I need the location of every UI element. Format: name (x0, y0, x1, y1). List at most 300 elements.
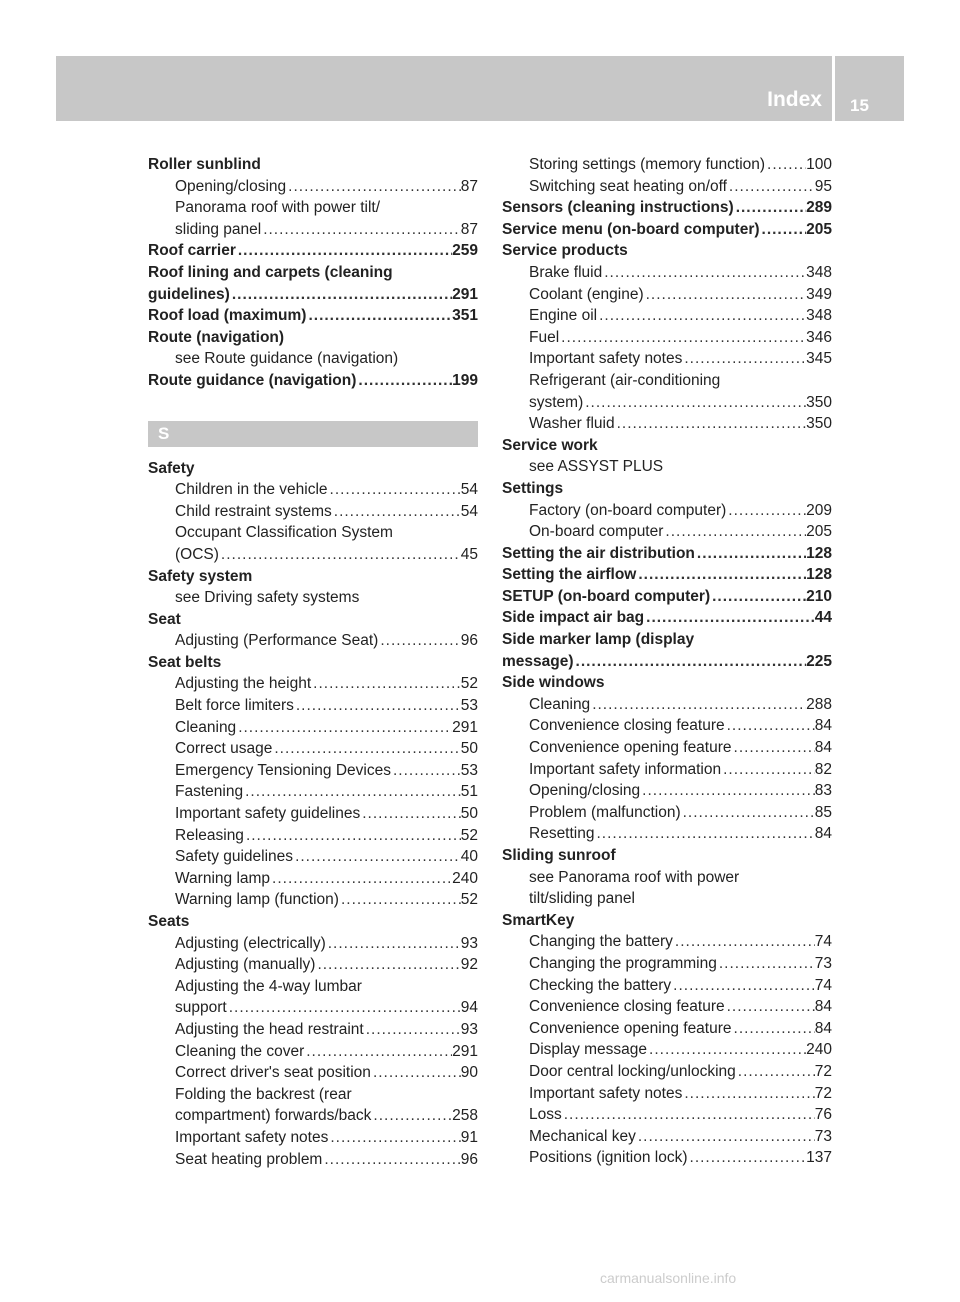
entry-text: Seat heating problem (175, 1150, 323, 1168)
index-subentry (502, 327, 832, 349)
page-reference[interactable]: 52 (460, 826, 478, 844)
entry-text: Roof carrier (148, 242, 236, 260)
page-reference[interactable]: 348 (806, 307, 832, 325)
entry-text: Setting the airflow (502, 566, 637, 584)
page-reference[interactable]: 291 (452, 718, 478, 736)
index-subentry (148, 587, 478, 609)
page-reference[interactable]: 351 (452, 307, 478, 325)
index-entry (148, 240, 478, 262)
index-subentry (502, 262, 832, 284)
entry-text: Seat (148, 610, 181, 628)
dot-leader (682, 348, 806, 370)
page-number: 15 (850, 96, 869, 115)
page-reference[interactable]: 350 (806, 393, 832, 411)
index-subentry (148, 717, 478, 739)
entry-text: see ASSYST PLUS (529, 458, 664, 476)
entry-text: Adjusting the 4-way lumbar (175, 977, 362, 995)
entry-text: Important safety notes (529, 1084, 683, 1102)
page-reference[interactable]: 93 (460, 1020, 478, 1038)
index-entry (148, 154, 478, 176)
entry-text: Refrigerant (air-conditioning (529, 371, 721, 389)
index-subentry (502, 759, 832, 781)
dot-leader (594, 823, 814, 845)
index-subentry (502, 953, 832, 975)
dot-leader (727, 176, 815, 198)
index-subentry (502, 284, 832, 306)
page-reference[interactable]: 199 (452, 371, 478, 389)
page-reference[interactable]: 205 (806, 220, 832, 238)
entry-text: Correct usage (175, 740, 273, 758)
entry-text: Convenience closing feature (529, 717, 725, 735)
page-reference[interactable]: 259 (452, 242, 478, 260)
index-entry (148, 305, 478, 327)
index-subentry (148, 976, 478, 998)
dot-leader (339, 889, 461, 911)
entry-text: Convenience opening feature (529, 739, 732, 757)
page-reference[interactable]: 87 (460, 220, 478, 238)
index-subentry (148, 1041, 478, 1063)
dot-leader (236, 240, 452, 262)
dot-leader (332, 501, 461, 523)
index-subentry (502, 802, 832, 824)
page-reference[interactable]: 93 (460, 934, 478, 952)
dot-leader (640, 780, 815, 802)
index-subentry (148, 501, 478, 523)
entry-text: Problem (malfunction) (529, 803, 681, 821)
entry-text: Adjusting (Performance Seat) (175, 632, 379, 650)
entry-text: Child restraint systems (175, 502, 332, 520)
page-reference[interactable]: 350 (806, 415, 832, 433)
page-reference[interactable]: 74 (814, 933, 832, 951)
page-reference[interactable]: 50 (460, 740, 478, 758)
page-reference[interactable]: 210 (806, 587, 832, 605)
dot-leader (615, 413, 807, 435)
entry-text: Convenience opening feature (529, 1019, 732, 1037)
index-subentry (148, 1062, 478, 1084)
entry-text: Service work (502, 436, 598, 454)
entry-text: Settings (502, 479, 564, 497)
dot-leader (644, 284, 807, 306)
dot-leader (583, 392, 806, 414)
page-reference[interactable]: 137 (806, 1149, 832, 1167)
dot-leader (760, 219, 807, 241)
entry-text: see Driving safety systems (175, 589, 360, 607)
index-subentry (502, 737, 832, 759)
index-entry (148, 262, 478, 284)
page-reference[interactable]: 128 (806, 566, 832, 584)
index-subentry (148, 781, 478, 803)
index-subentry (148, 219, 478, 241)
index-subentry (148, 825, 478, 847)
entry-text: Opening/closing (529, 782, 641, 800)
index-entry (502, 845, 832, 867)
entry-text: Display message (529, 1041, 648, 1059)
index-subentry (148, 176, 478, 198)
entry-text: Resetting (529, 825, 595, 843)
section-title: Index (767, 88, 822, 111)
entry-text: Fuel (529, 328, 560, 346)
entry-text: Factory (on-board computer) (529, 501, 727, 519)
dot-leader (261, 219, 461, 241)
dot-leader (230, 284, 452, 306)
entry-text: system) (529, 393, 584, 411)
dot-leader (270, 868, 452, 890)
page-reference[interactable]: 348 (806, 263, 832, 281)
index-subentry (148, 1084, 478, 1106)
entry-text: Important safety information (529, 760, 722, 778)
dot-leader (559, 327, 806, 349)
index-entry (502, 478, 832, 500)
entry-text: Service products (502, 242, 628, 260)
dot-leader (378, 630, 460, 652)
entry-text: Setting the air distribution (502, 544, 695, 562)
index-entry (148, 327, 478, 349)
index-subentry (148, 544, 478, 566)
index-entry (502, 543, 832, 565)
index-subentry (502, 1147, 832, 1169)
page-reference[interactable]: 91 (460, 1128, 478, 1146)
page-reference[interactable]: 51 (460, 783, 478, 801)
index-entry (502, 672, 832, 694)
index-subentry (148, 1019, 478, 1041)
entry-text: Safety system (148, 567, 253, 585)
entry-text: compartment) forwards/back (175, 1107, 372, 1125)
index-subentry (502, 154, 832, 176)
dot-leader (688, 1147, 807, 1169)
entry-text: Important safety guidelines (175, 805, 361, 823)
page-reference[interactable]: 73 (814, 1127, 832, 1145)
entry-text: Washer fluid (529, 415, 615, 433)
page-reference[interactable]: 87 (460, 177, 478, 195)
entry-text: Positions (ignition lock) (529, 1149, 688, 1167)
entry-text: Mechanical key (529, 1127, 636, 1145)
index-subentry (502, 1083, 832, 1105)
dot-leader (243, 781, 461, 803)
page-reference[interactable]: 44 (814, 609, 832, 627)
page-reference[interactable]: 291 (452, 285, 478, 303)
index-subentry (148, 803, 478, 825)
dot-leader (636, 564, 806, 586)
entry-text: see Panorama roof with power (529, 868, 740, 886)
page-reference[interactable]: 52 (460, 675, 478, 693)
index-subentry (502, 370, 832, 392)
entry-text: Adjusting the head restraint (175, 1020, 364, 1038)
page-reference[interactable]: 76 (814, 1106, 832, 1124)
dot-leader (364, 1019, 461, 1041)
entry-text: Changing the battery (529, 933, 673, 951)
index-entry (502, 564, 832, 586)
index-subentry (502, 780, 832, 802)
index-subentry (502, 867, 832, 889)
index-subentry (148, 1105, 478, 1127)
index-subentry (148, 522, 478, 544)
entry-text: see Route guidance (navigation) (175, 350, 399, 368)
page-reference[interactable]: 95 (814, 177, 832, 195)
index-subentry (502, 456, 832, 478)
entry-text: message) (502, 652, 574, 670)
page-reference[interactable]: 94 (460, 999, 478, 1017)
page-reference[interactable]: 346 (806, 328, 832, 346)
page-reference[interactable]: 205 (806, 523, 832, 541)
index-subentry (502, 1018, 832, 1040)
entry-text: Convenience closing feature (529, 998, 725, 1016)
entry-text: Roof lining and carpets (cleaning (148, 263, 393, 281)
dot-leader (272, 738, 460, 760)
index-subentry (502, 888, 832, 910)
entry-text: Route (navigation) (148, 328, 285, 346)
index-entry (502, 197, 832, 219)
page-reference[interactable]: 84 (814, 1019, 832, 1037)
entry-text: Correct driver's seat position (175, 1064, 371, 1082)
dot-leader (574, 651, 807, 673)
index-entry (502, 240, 832, 262)
entry-text: Children in the vehicle (175, 481, 328, 499)
index-entry (502, 629, 832, 651)
entry-text: On-board computer (529, 523, 664, 541)
index-entry (148, 370, 478, 392)
entry-text: Seat belts (148, 653, 222, 671)
index-column-right (502, 154, 832, 1169)
entry-text: Coolant (engine) (529, 285, 644, 303)
entry-text: Loss (529, 1106, 562, 1124)
dot-leader (371, 1062, 461, 1084)
entry-text: Sensors (cleaning instructions) (502, 199, 734, 217)
entry-text: Side windows (502, 674, 605, 692)
dot-leader (681, 802, 815, 824)
entry-text: Engine oil (529, 307, 598, 325)
page-reference[interactable]: 72 (814, 1062, 832, 1080)
page-reference[interactable]: 90 (460, 1064, 478, 1082)
index-subentry (148, 630, 478, 652)
dot-leader (315, 954, 460, 976)
index-subentry (502, 694, 832, 716)
index-subentry (502, 975, 832, 997)
entry-text: sliding panel (175, 220, 262, 238)
index-subentry (148, 846, 478, 868)
entry-text: Checking the battery (529, 976, 672, 994)
index-subentry (148, 954, 478, 976)
entry-text: Roof load (maximum) (148, 307, 307, 325)
dot-leader (391, 760, 461, 782)
entry-text: Important safety notes (175, 1128, 329, 1146)
entry-text: Occupant Classification System (175, 524, 393, 542)
page-reference[interactable]: 240 (806, 1041, 832, 1059)
dot-leader (725, 996, 815, 1018)
entry-text: Sliding sunroof (502, 847, 616, 864)
index-subentry (502, 1061, 832, 1083)
entry-text: Seats (148, 913, 190, 930)
page-reference[interactable]: 53 (460, 761, 478, 779)
page-reference[interactable]: 40 (460, 848, 478, 866)
dot-leader (732, 737, 815, 759)
page-reference[interactable]: 209 (806, 501, 832, 519)
page-reference[interactable]: 84 (814, 998, 832, 1016)
page-reference[interactable]: 225 (806, 652, 832, 670)
entry-text: Important safety notes (529, 350, 683, 368)
index-entry (148, 652, 478, 674)
dot-leader (322, 1149, 460, 1171)
index-entry (148, 911, 478, 933)
dot-leader (644, 607, 815, 629)
entry-text: SETUP (on-board computer) (502, 587, 711, 605)
page-reference[interactable]: 82 (814, 760, 832, 778)
entry-text: Safety guidelines (175, 848, 294, 866)
entry-text: Cleaning (175, 718, 237, 736)
index-subentry (148, 997, 478, 1019)
dot-leader (236, 717, 452, 739)
dot-leader (682, 1083, 814, 1105)
page-reference[interactable]: 92 (460, 956, 478, 974)
dot-leader (219, 544, 461, 566)
entry-text: Switching seat heating on/off (529, 177, 727, 195)
page-reference[interactable]: 289 (806, 199, 832, 217)
page-reference[interactable]: 53 (460, 697, 478, 715)
dot-leader (721, 759, 815, 781)
index-subentry (502, 392, 832, 414)
dot-leader (710, 586, 806, 608)
index-entry (502, 607, 832, 629)
entry-text: Storing settings (memory function) (529, 156, 766, 173)
entry-text: tilt/sliding panel (529, 890, 635, 908)
index-subentry (148, 479, 478, 501)
dot-leader (304, 1041, 452, 1063)
entry-text: Door central locking/unlocking (529, 1062, 736, 1080)
index-subentry (148, 348, 478, 370)
dot-leader (311, 673, 461, 695)
dot-leader (717, 953, 815, 975)
index-column-left (148, 154, 478, 1170)
dot-leader (636, 1126, 815, 1148)
index-subentry (502, 305, 832, 327)
entry-text: Side impact air bag (502, 609, 645, 627)
index-subentry (502, 996, 832, 1018)
entry-text: (OCS) (175, 545, 219, 563)
dot-leader (590, 694, 806, 716)
dot-leader (360, 803, 461, 825)
dot-leader (597, 305, 806, 327)
dot-leader (227, 997, 461, 1019)
entry-text: Adjusting (manually) (175, 956, 316, 974)
entry-text: Fastening (175, 783, 244, 801)
dot-leader (294, 695, 461, 717)
index-subentry (502, 1126, 832, 1148)
entry-text: Panorama roof with power tilt/ (175, 199, 381, 217)
index-entry (148, 609, 478, 631)
page-reference[interactable]: 84 (814, 717, 832, 735)
index-subentry (148, 197, 478, 219)
page-reference[interactable]: 73 (814, 954, 832, 972)
dot-leader (293, 846, 461, 868)
dot-leader (244, 825, 461, 847)
entry-text: Emergency Tensioning Devices (175, 761, 391, 779)
index-subentry (148, 889, 478, 911)
dot-leader (602, 262, 806, 284)
header-divider (832, 56, 835, 121)
entry-text: Opening/closing (175, 177, 287, 195)
page-reference[interactable]: 84 (814, 825, 832, 843)
index-entry (502, 435, 832, 457)
index-subentry (502, 413, 832, 435)
index-subentry (502, 931, 832, 953)
dot-leader (306, 305, 452, 327)
index-subentry (502, 823, 832, 845)
page-reference[interactable]: 85 (814, 803, 832, 821)
index-subentry (502, 348, 832, 370)
dot-leader (328, 1127, 460, 1149)
index-subentry (148, 760, 478, 782)
entry-text: Side marker lamp (display (502, 631, 695, 649)
dot-leader (732, 1018, 815, 1040)
dot-leader (725, 715, 815, 737)
dot-leader (673, 931, 815, 953)
page-reference[interactable]: 50 (460, 805, 478, 823)
index-subentry (148, 673, 478, 695)
index-subentry (502, 176, 832, 198)
page-reference[interactable]: 345 (806, 350, 832, 368)
page-reference[interactable]: 349 (806, 285, 832, 303)
page-reference[interactable]: 83 (814, 782, 832, 800)
page-reference[interactable]: 74 (814, 976, 832, 994)
dot-leader (562, 1104, 815, 1126)
index-subentry (148, 695, 478, 717)
dot-leader (328, 479, 461, 501)
page-reference[interactable]: 54 (460, 502, 478, 520)
index-subentry (148, 868, 478, 890)
entry-text: Roller sunblind (148, 156, 261, 173)
page-reference[interactable]: 96 (460, 632, 478, 650)
dot-leader (765, 154, 806, 176)
index-subentry (502, 521, 832, 543)
index-subentry (502, 1039, 832, 1061)
page-reference[interactable]: 45 (460, 545, 478, 563)
index-entry (502, 219, 832, 241)
entry-text: Brake fluid (529, 263, 603, 281)
dot-leader (734, 197, 806, 219)
entry-text: Cleaning (529, 695, 591, 713)
entry-text: Adjusting (electrically) (175, 934, 326, 952)
page-reference[interactable]: 128 (806, 544, 832, 562)
entry-text: Service menu (on-board computer) (502, 220, 760, 238)
entry-text: Releasing (175, 826, 244, 844)
page-reference[interactable]: 54 (460, 481, 478, 499)
watermark: carmanualsonline.info (600, 1270, 737, 1286)
page-reference[interactable]: 288 (806, 695, 832, 713)
entry-text: Adjusting the height (175, 675, 312, 693)
entry-text: Safety (148, 459, 195, 477)
page-reference[interactable]: 96 (460, 1150, 478, 1168)
index-entry (148, 458, 478, 480)
entry-text: Changing the programming (529, 954, 717, 972)
dot-leader (286, 176, 461, 198)
index-entry (148, 566, 478, 588)
page-reference[interactable]: 258 (452, 1107, 478, 1125)
page-reference[interactable]: 52 (460, 891, 478, 909)
index-subentry (148, 933, 478, 955)
index-subentry (502, 500, 832, 522)
index-subentry (502, 1104, 832, 1126)
index-subentry (148, 1149, 478, 1171)
entry-text: Cleaning the cover (175, 1042, 305, 1060)
page-reference[interactable]: 240 (452, 869, 478, 887)
page-reference[interactable]: 72 (814, 1084, 832, 1102)
index-entry (502, 586, 832, 608)
dot-leader (371, 1105, 452, 1127)
page-reference[interactable]: 84 (814, 739, 832, 757)
page-reference[interactable]: 100 (806, 156, 832, 173)
page-reference[interactable]: 291 (452, 1042, 478, 1060)
dot-leader (726, 500, 806, 522)
index-entry (502, 651, 832, 673)
